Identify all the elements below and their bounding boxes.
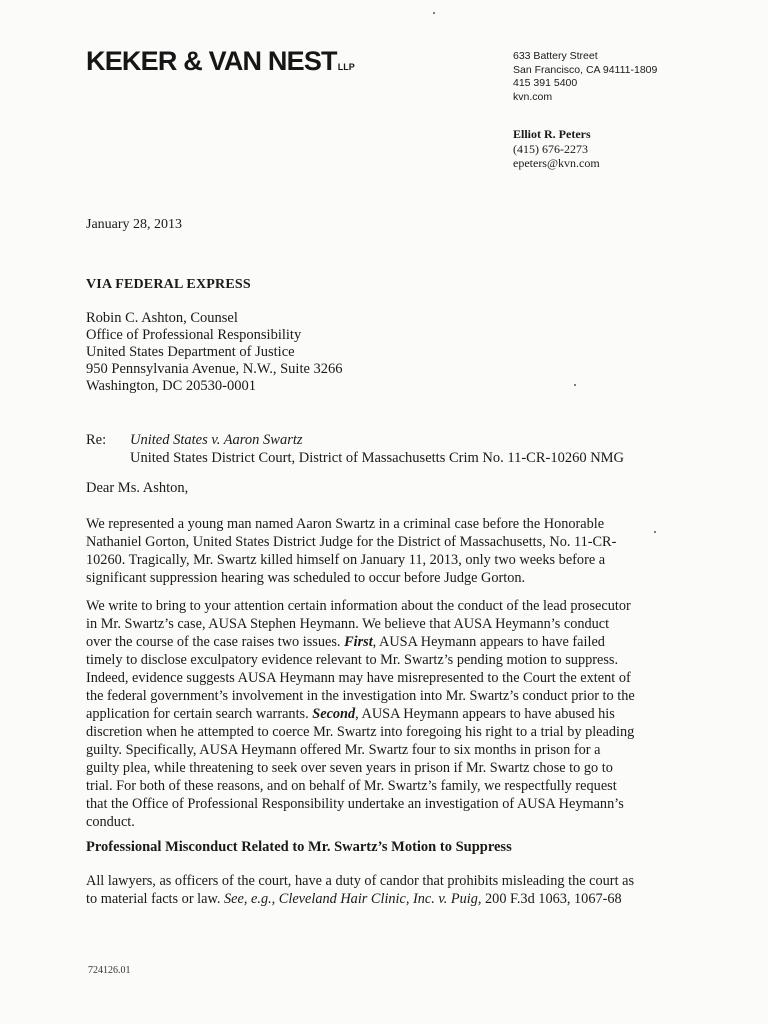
scan-speck: [574, 384, 576, 386]
firm-name: KEKER & VAN NEST: [86, 46, 337, 76]
paragraph-line: Nathaniel Gorton, United States District Judge for the District of Massachusetts, No. 11-CR-: [86, 534, 617, 550]
text-run: , AUSA Heymann appears to have failed: [372, 634, 605, 650]
case-title: United States v. Aaron Swartz: [130, 432, 303, 448]
paragraph-line: [86, 705, 698, 723]
paragraph-line: trial. For both of these reasons, and on behalf of Mr. Swartz’s family, we respectfully request: [86, 778, 617, 794]
text-run: application for certain search warrants.: [86, 706, 309, 722]
firm-website: kvn.com: [513, 90, 553, 103]
paragraph-line: in Mr. Swartz’s case, AUSA Stephen Heymann. We believe that AUSA Heymann’s conduct: [86, 616, 610, 632]
recipient-line: Washington, DC 20530-0001: [86, 378, 257, 394]
letter-date: January 28, 2013: [86, 217, 183, 232]
paragraph-line: the federal government’s involvement in the investigation into Mr. Swartz’s conduct prior to the: [86, 688, 635, 704]
sender-block: [513, 127, 600, 171]
text-run: , AUSA Heymann appears to have abused his: [355, 706, 615, 722]
paragraph-candor: [86, 872, 698, 908]
paragraph-intro: [86, 515, 698, 587]
scan-speck: [433, 12, 435, 14]
paragraph-line: 10260. Tragically, Mr. Swartz killed himself on January 11, 2013, only two weeks before a: [86, 552, 606, 568]
emphasis-second: Second: [312, 706, 356, 722]
recipient-line: 950 Pennsylvania Avenue, N.W., Suite 3266: [86, 361, 343, 377]
firm-suffix: LLP: [337, 62, 355, 72]
firm-address-block: [513, 50, 657, 104]
paragraph-line: We write to bring to your attention certain information about the conduct of the lead prosecutor: [86, 598, 631, 614]
paragraph-line: All lawyers, as officers of the court, have a duty of candor that prohibits misleading the court as: [86, 873, 635, 889]
paragraph-line: discretion when he attempted to coerce Mr. Swartz into foregoing his right to a trial by pleading: [86, 724, 635, 740]
firm-logo: [86, 46, 355, 77]
paragraph-line: that the Office of Professional Responsibility undertake an investigation of AUSA Heymann’s: [86, 796, 624, 812]
re-label: Re:: [86, 432, 107, 448]
paragraph-line: guilty plea, while threatening to seek over seven years in prison if Mr. Swartz chose to go to: [86, 760, 613, 776]
sender-email: epeters@kvn.com: [513, 156, 600, 170]
text-run: , 200 F.3d 1063, 1067-68: [477, 891, 622, 907]
recipient-line: United States Department of Justice: [86, 344, 295, 360]
paragraph-issues: [86, 597, 698, 831]
text-run: to material facts or law.: [86, 891, 221, 907]
citation-italic: See, e.g., Cleveland Hair Clinic, Inc. v. Puig: [224, 891, 478, 907]
recipient-line: Office of Professional Responsibility: [86, 327, 302, 343]
sender-phone: (415) 676-2273: [513, 141, 588, 156]
salutation: Dear Ms. Ashton,: [86, 480, 189, 496]
paragraph-line: We represented a young man named Aaron Swartz in a criminal case before the Honorable: [86, 516, 605, 532]
scan-speck: [654, 531, 656, 533]
sender-name: Elliot R. Peters: [513, 127, 591, 141]
paragraph-line: guilty. Specifically, AUSA Heymann offered Mr. Swartz four to six months in prison for a: [86, 742, 601, 758]
paragraph-line: [86, 633, 698, 651]
paragraph-line: [86, 890, 698, 908]
document-id: 724126.01: [88, 965, 131, 976]
recipient-address: [86, 310, 343, 395]
recipient-line: Robin C. Ashton, Counsel: [86, 310, 238, 326]
court-line: United States District Court, District of Massachusetts Crim No. 11-CR-10260 NMG: [130, 450, 625, 466]
emphasis-first: First: [344, 634, 373, 650]
paragraph-line: timely to disclose exculpatory evidence relevant to Mr. Swartz’s pending motion to suppress.: [86, 652, 619, 668]
text-run: over the course of the case raises two issues.: [86, 634, 341, 650]
delivery-method: VIA FEDERAL EXPRESS: [86, 277, 251, 292]
paragraph-line: significant suppression hearing was scheduled to occur before Judge Gorton.: [86, 570, 526, 586]
address-line: San Francisco, CA 94111-1809: [513, 63, 658, 76]
paragraph-line: Indeed, evidence suggests AUSA Heymann may have misrepresented to the Court the extent of: [86, 670, 631, 686]
address-line: 633 Battery Street: [513, 50, 598, 62]
firm-phone: 415 391 5400: [513, 77, 578, 89]
paragraph-line: conduct.: [86, 814, 135, 830]
section-heading: Professional Misconduct Related to Mr. Swartz’s Motion to Suppress: [86, 839, 512, 855]
